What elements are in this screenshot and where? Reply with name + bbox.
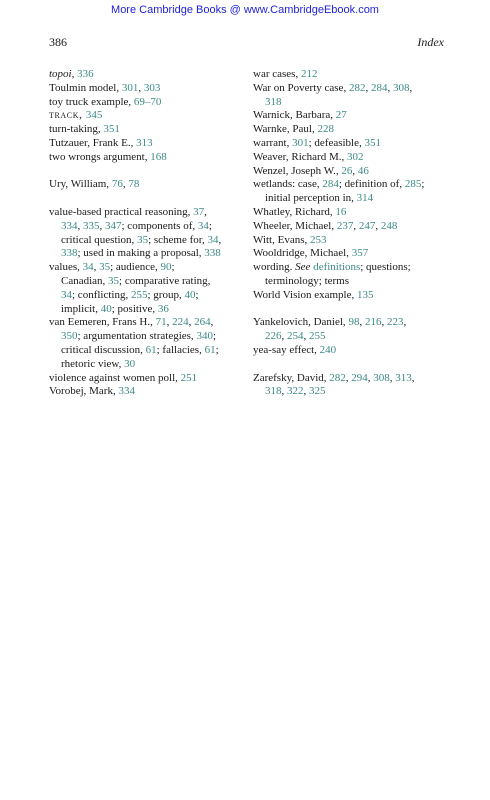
index-entry-continuation [49, 289, 244, 303]
entry-text: , [359, 316, 365, 329]
index-entry [49, 372, 244, 386]
page-reference-link[interactable]: 255 [309, 330, 326, 343]
page-reference-link[interactable]: 34 [82, 261, 94, 274]
index-entry [49, 261, 244, 275]
entry-text: initial perception in, [265, 192, 357, 205]
entry-text: , [411, 371, 415, 384]
index-entry-continuation [253, 192, 453, 206]
page-reference-link[interactable]: 308 [392, 81, 410, 94]
page-reference-link[interactable]: 254 [287, 330, 304, 343]
index-entry-continuation [49, 220, 244, 234]
entry-text: Wooldridge, Michael, [253, 247, 352, 260]
page-reference-link[interactable]: 351 [103, 123, 120, 136]
entry-text: , [204, 205, 207, 218]
page-reference-link[interactable]: 90 [160, 261, 172, 274]
page-reference-link[interactable]: 27 [335, 109, 347, 122]
entry-text: track, [49, 109, 86, 122]
page-reference-link[interactable]: 294 [351, 371, 368, 384]
page-reference-link[interactable]: 76 [111, 178, 123, 191]
page-reference-link[interactable]: 228 [317, 123, 334, 136]
page-reference-link[interactable]: 338 [204, 247, 221, 260]
page-reference-link[interactable]: 78 [128, 178, 140, 191]
entry-text: Zarefsky, David, [253, 371, 330, 384]
entry-text: Yankelovich, Daniel, [253, 316, 349, 329]
index-entry-continuation [49, 275, 244, 289]
index-entry [253, 234, 453, 248]
index-entry [49, 82, 244, 96]
page-reference-link[interactable]: 69–70 [133, 95, 162, 108]
entry-text: ; fallacies, [156, 343, 205, 356]
page-reference-link[interactable]: 135 [356, 288, 374, 301]
index-entry-continuation [49, 358, 244, 372]
page-number: 386 [49, 35, 67, 49]
entry-text: , [210, 316, 214, 329]
entry-text: , [281, 330, 287, 343]
entry-text: ; components of, [121, 219, 198, 232]
entry-text: , [303, 385, 309, 398]
index-entry [253, 109, 453, 123]
index-column-left [49, 68, 244, 399]
entry-text: , [352, 164, 358, 177]
entry-text: ; positive, [111, 302, 158, 315]
entry-text: ; [195, 288, 199, 301]
entry-text: Toulmin model, [49, 81, 122, 94]
entry-text: , [389, 371, 396, 384]
entry-text: Warnick, Barbara, [253, 109, 336, 122]
running-head: Index [417, 35, 444, 49]
page-reference-link[interactable]: 247 [358, 219, 376, 232]
entry-text: , [99, 219, 105, 232]
index-entry [253, 206, 453, 220]
page-reference-link[interactable]: 40 [184, 288, 196, 301]
page-reference-link[interactable]: 308 [373, 371, 390, 384]
entry-text: , [281, 385, 287, 398]
entry-text: , [77, 219, 83, 232]
page-reference-link[interactable]: 338 [61, 247, 78, 260]
page-reference-link[interactable]: 301 [292, 136, 309, 149]
page-reference-link[interactable]: 37 [193, 205, 205, 218]
entry-text: ; argumentation strategies, [77, 330, 197, 343]
entry-text: wetlands: case, [253, 178, 323, 191]
page-reference-link[interactable]: 34 [197, 219, 209, 232]
entry-text: ; questions; [360, 261, 411, 274]
page-reference-link[interactable]: 282 [329, 371, 346, 384]
page-reference-link[interactable]: 35 [108, 274, 120, 287]
entry-text: warrant, [253, 136, 293, 149]
entry-text: value-based practical reasoning, [49, 205, 194, 218]
entry-text: World Vision example, [253, 288, 357, 301]
page-reference-link[interactable]: 253 [310, 233, 327, 246]
entry-text: ; conflicting, [72, 288, 131, 301]
page-reference-link[interactable]: 301 [121, 81, 139, 94]
page-reference-link[interactable]: 322 [287, 385, 304, 398]
page-reference-link[interactable]: 313 [136, 136, 153, 149]
entry-text: Weaver, Richard M., [253, 150, 347, 163]
entry-text: , [353, 219, 359, 232]
entry-text: rhetoric view, [61, 357, 125, 370]
entry-text: wording. [253, 261, 296, 274]
entry-text: , [345, 371, 352, 384]
index-entry [49, 123, 244, 137]
page-reference-link[interactable]: 223 [386, 316, 404, 329]
entry-text: , [409, 81, 413, 94]
index-entry [49, 109, 244, 123]
page-reference-link[interactable]: 282 [348, 81, 366, 94]
entry-text: Canadian, [61, 274, 109, 287]
entry-text: terminology; terms [265, 274, 350, 287]
index-entry [253, 247, 453, 261]
index-entry [253, 261, 453, 275]
entry-gap [253, 303, 453, 317]
entry-text: Wheeler, Michael, [253, 219, 337, 232]
page-reference-link[interactable]: 61 [204, 343, 216, 356]
page-reference-link[interactable]: 325 [309, 385, 326, 398]
page-reference-link[interactable]: 264 [194, 316, 211, 329]
page-reference-link[interactable]: 334 [61, 219, 78, 232]
page-reference-link[interactable]: 34 [207, 233, 219, 246]
entry-text: , [188, 316, 195, 329]
page-reference-link[interactable]: 71 [155, 316, 167, 329]
entry-text: , [122, 178, 129, 191]
index-entry [49, 178, 244, 192]
entry-text: , [166, 316, 173, 329]
index-entry [253, 344, 453, 358]
entry-text: yea-say effect, [253, 343, 320, 356]
page-reference-link[interactable]: 61 [145, 343, 157, 356]
entry-text: See [295, 261, 311, 274]
page-reference-link[interactable]: definitions [313, 261, 361, 274]
entry-text: van Eemeren, Frans H., [49, 316, 156, 329]
index-entry-continuation [49, 330, 244, 344]
entry-text: , [367, 371, 374, 384]
entry-text: ; [215, 343, 219, 356]
page-reference-link[interactable]: 30 [124, 357, 136, 370]
page-reference-link[interactable]: 34 [61, 288, 72, 301]
index-entry [253, 137, 453, 151]
entry-gap [253, 358, 453, 372]
index-entry [253, 178, 453, 192]
entry-text: ; comparative rating, [119, 274, 211, 287]
index-entry-continuation [49, 303, 244, 317]
entry-text: Wenzel, Joseph W., [253, 164, 342, 177]
entry-text: , [93, 261, 100, 274]
entry-gap [49, 165, 244, 179]
entry-text: , [303, 330, 309, 343]
entry-text: ; audience, [110, 261, 161, 274]
index-entry [49, 96, 244, 110]
index-entry [253, 123, 453, 137]
page-reference-link[interactable]: 284 [370, 81, 388, 94]
page-reference-link[interactable]: 255 [130, 288, 148, 301]
index-entry-continuation [49, 247, 244, 261]
entry-text: ; [171, 261, 175, 274]
entry-text: ; [421, 178, 425, 191]
page-reference-link[interactable]: 345 [85, 109, 103, 122]
page-reference-link[interactable]: 314 [356, 192, 374, 205]
index-entry-continuation [49, 234, 244, 248]
page-reference-link[interactable]: 240 [319, 343, 337, 356]
page-reference-link[interactable]: 40 [100, 302, 112, 315]
entry-text: Vorobej, Mark, [49, 385, 119, 398]
index-entry-continuation [253, 385, 453, 399]
page-reference-link[interactable]: 216 [364, 316, 382, 329]
page-reference-link[interactable]: 303 [143, 81, 161, 94]
entry-text: toy truck example, [49, 95, 134, 108]
page-reference-link[interactable]: 237 [336, 219, 354, 232]
page-reference-link[interactable]: 313 [395, 371, 412, 384]
entry-text: topoi, [49, 68, 78, 80]
page-reference-link[interactable]: 318 [265, 95, 282, 108]
entry-text: war cases, [253, 68, 301, 80]
index-entry [49, 137, 244, 151]
page-reference-link[interactable]: 350 [61, 330, 78, 343]
index-entry [253, 289, 453, 303]
index-entry [49, 385, 244, 399]
entry-text: , [218, 233, 222, 246]
index-entry [49, 316, 244, 330]
entry-text: ; definition of, [338, 178, 405, 191]
entry-text: ; group, [147, 288, 185, 301]
page-reference-link[interactable]: 224 [172, 316, 189, 329]
entry-text: critical question, [61, 233, 138, 246]
entry-text: ; scheme for, [148, 233, 208, 246]
page-reference-link[interactable]: 226 [265, 330, 282, 343]
page-reference-link[interactable]: 357 [351, 247, 369, 260]
page-reference-link[interactable]: 347 [105, 219, 122, 232]
entry-text: , [381, 316, 387, 329]
page-reference-link[interactable]: 335 [83, 219, 100, 232]
index-entry [253, 68, 453, 82]
page-reference-link[interactable]: 212 [300, 68, 318, 80]
page-reference-link[interactable]: 251 [180, 371, 198, 384]
index-entry [253, 82, 453, 96]
page-reference-link[interactable]: 26 [341, 164, 353, 177]
entry-text: implicit, [61, 302, 101, 315]
entry-text: turn-taking, [49, 123, 104, 136]
index-entry-continuation [253, 275, 453, 289]
page-reference-link[interactable]: 334 [118, 385, 135, 398]
page-reference-link[interactable]: 98 [348, 316, 360, 329]
index-entry [253, 220, 453, 234]
index-entry-continuation [253, 330, 453, 344]
page-reference-link[interactable]: 302 [346, 150, 364, 163]
index-entry [253, 165, 453, 179]
index-entry [49, 68, 244, 82]
page-reference-link[interactable]: 318 [265, 385, 282, 398]
page-reference-link[interactable]: 35 [137, 233, 149, 246]
entry-text: War on Poverty case, [253, 81, 349, 94]
entry-text: critical discussion, [61, 343, 146, 356]
entry-text: , [365, 81, 371, 94]
entry-text: , [375, 219, 381, 232]
entry-text: Whatley, Richard, [253, 205, 336, 218]
page-reference-link[interactable]: 35 [99, 261, 111, 274]
page-reference-link[interactable]: 168 [150, 150, 167, 163]
entry-text: , [138, 81, 144, 94]
index-entry [253, 151, 453, 165]
page-reference-link[interactable]: 248 [380, 219, 398, 232]
entry-text: , [387, 81, 393, 94]
index-entry-continuation [253, 96, 453, 110]
index-column-right [253, 68, 453, 399]
banner-link[interactable]: More Cambridge Books @ www.CambridgeEbook.com [111, 4, 379, 16]
page-reference-link[interactable]: 351 [364, 136, 381, 149]
page-reference-link[interactable]: 46 [357, 164, 369, 177]
page-reference-link[interactable]: 340 [196, 330, 213, 343]
page-reference-link[interactable]: 284 [322, 178, 339, 191]
entry-text: violence against women poll, [49, 371, 181, 384]
index-entry [49, 151, 244, 165]
entry-text: Witt, Evans, [253, 233, 310, 246]
entry-text: two wrongs argument, [49, 150, 151, 163]
page-reference-link[interactable]: 36 [157, 302, 169, 315]
entry-text: , [403, 316, 407, 329]
entry-text: Warnke, Paul, [253, 123, 318, 136]
entry-text: Tutzauer, Frank E., [49, 136, 137, 149]
index-entry [253, 372, 453, 386]
entry-text: ; used in making a proposal, [77, 247, 205, 260]
entry-text: ; [212, 330, 216, 343]
page-reference-link[interactable]: 336 [77, 68, 94, 80]
index-entry [49, 206, 244, 220]
index-entry [253, 316, 453, 330]
entry-gap [49, 192, 244, 206]
entry-text: ; [208, 219, 212, 232]
index-entry-continuation [49, 344, 244, 358]
page-reference-link[interactable]: 285 [404, 178, 422, 191]
page-reference-link[interactable]: 16 [335, 205, 347, 218]
entry-text: Ury, William, [49, 178, 112, 191]
entry-text: ; defeasible, [308, 136, 365, 149]
entry-text: values, [49, 261, 83, 274]
